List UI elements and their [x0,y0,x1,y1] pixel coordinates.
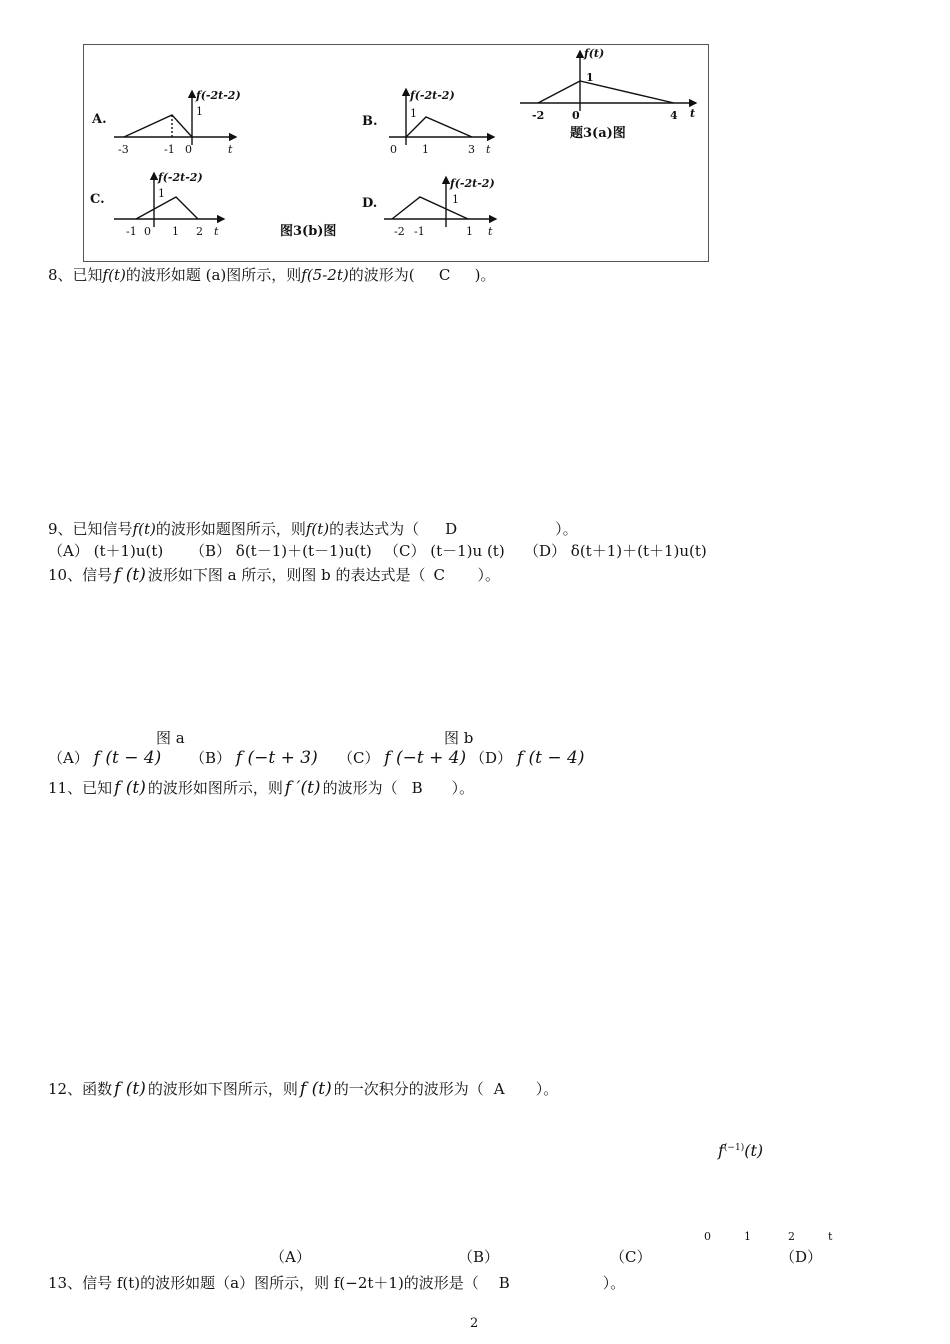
q10-fig-a-label: 图 a [156,729,185,747]
option-b-height: 1 [410,107,417,120]
q10-end: ）。 [477,566,501,584]
option-c-axis-label: t [214,225,219,238]
q11-end: ）。 [451,779,475,797]
q12-mid: 的波形如下图所示，则 [147,1080,298,1098]
q9-option-d: （D） δ(t＋1)＋(t＋1)u(t) [524,542,707,560]
q8-suffix: 的波形为( [348,266,415,284]
page-number: 2 [470,1316,479,1331]
option-a-tick-1: -3 [118,143,129,156]
original-axis-label: t [690,107,696,120]
option-d-tick-1: -2 [394,225,405,238]
q13-answer: B [498,1274,510,1292]
original-tick-1: -2 [532,109,545,122]
q9-option-c: （C） (t－1)u (t) [384,542,505,560]
original-tick-3: 4 [670,109,678,122]
q8-func: f(t) [102,266,126,284]
original-height: 1 [586,71,594,84]
q10-mid: 波形如下图 a 所示，则图 b 的表达式是（ [147,566,426,584]
option-a-letter: A. [92,112,107,127]
option-d-letter: D. [362,196,378,211]
question-figure [83,44,709,262]
q12-tick-2: 2 [788,1230,795,1243]
option-b-tick-2: 1 [422,143,429,156]
option-a-tick-3: 0 [185,143,192,156]
q13-prefix: 13、信号 f(t)的波形如题（a）图所示，则 f(−2t＋1)的波形是（ [48,1274,479,1292]
q12-option-c: （C） [610,1248,652,1266]
q11-func2: f ′(t) [284,778,321,798]
option-b-axis-label: t [486,143,491,156]
question-13 [48,1274,625,1292]
original-plot [520,51,696,111]
question-9 [48,520,578,538]
option-b-tick-3: 3 [468,143,475,156]
q9-func: f(t) [132,520,156,538]
q9-answer: D [445,520,458,538]
question-12 [48,1080,558,1098]
q13-end: ）。 [602,1274,626,1292]
option-b-tick-1: 0 [390,143,397,156]
option-d-tick-3: 1 [466,225,473,238]
q12-integral-sup: (−1) [723,1143,745,1153]
q9-option-a: （A） (t＋1)u(t) [48,542,164,560]
q12-integral-f: f [718,1141,724,1160]
option-c-tick-1: -1 [126,225,137,238]
q12-tick-0: 0 [704,1230,711,1243]
q12-tick-1: 1 [744,1230,751,1243]
q8-prefix: 8、已知 [48,266,103,284]
q11-prefix: 11、已知 [48,779,113,797]
original-func-label: f(t) [584,47,605,60]
q10-func: f (t) [114,565,146,585]
q12-integral-arg: (t) [744,1141,764,1160]
q11-mid: 的波形如图所示，则 [147,779,283,797]
option-d-axis-label: t [488,225,493,238]
q10-option-c-expr: f (−t + 4) [384,748,467,768]
option-b-func-label: f(-2t-2) [410,89,455,102]
q9-mid: 的波形如题图所示，则 [155,520,306,538]
q8-mid: 的波形如题 (a)图所示，则 [125,266,302,284]
q10-option-b-label: （B） [190,749,232,767]
question-8 [48,266,495,284]
q12-tick-t: t [828,1230,833,1243]
q10-prefix: 10、信号 [48,566,113,584]
q12-suffix: 的一次积分的波形为（ [333,1080,484,1098]
option-d-tick-2: -1 [414,225,425,238]
q11-answer: B [411,779,423,797]
option-b-letter: B. [362,114,378,129]
option-a-height: 1 [196,105,203,118]
option-c-letter: C. [90,192,105,207]
option-c-tick-3: 1 [172,225,179,238]
q11-suffix: 的波形为（ [322,779,398,797]
q12-end: ）。 [535,1080,559,1098]
q10-option-d-label: （D） [470,749,513,767]
q9-option-b: （B） δ(t－1)＋(t－1)u(t) [190,542,372,560]
q8-end: )。 [474,266,496,284]
q12-func2: f (t) [299,1079,332,1099]
original-caption: 题3(a)图 [570,126,626,141]
q12-func: f (t) [114,1079,146,1099]
q10-option-a-expr: f (t − 4) [93,748,162,768]
option-a-axis-label: t [228,143,233,156]
q12-option-d: （D） [780,1248,823,1266]
q12-option-b: （B） [458,1248,500,1266]
q10-answer: C [433,566,445,584]
q10-option-b [190,749,318,767]
original-tick-2: 0 [572,109,580,122]
q10-option-a [48,749,161,767]
q10-option-d [470,749,584,767]
q12-option-a: （A） [270,1248,311,1266]
q8-answer: C [438,266,451,284]
option-c-func-label: f(-2t-2) [158,171,203,184]
option-c-tick-4: 2 [196,225,203,238]
option-d-height: 1 [452,193,459,206]
q9-suffix: 的表达式为（ [329,520,420,538]
q12-answer: A [493,1080,505,1098]
q10-fig-b-label: 图 b [444,729,474,747]
q9-end: ）。 [555,520,578,538]
figure-caption-b: 图3(b)图 [280,224,337,239]
q10-option-d-expr: f (t − 4) [516,748,585,768]
q9-func2: f(t) [305,520,330,538]
option-a-func-label: f(-2t-2) [196,89,241,102]
option-d-func-label: f(-2t-2) [450,177,495,190]
q10-option-c [338,749,466,767]
q10-option-c-label: （C） [338,749,380,767]
q8-func2: f(5-2t) [301,266,349,284]
option-c-tick-2: 0 [144,225,151,238]
question-11 [48,779,474,797]
q12-prefix: 12、函数 [48,1080,113,1098]
q9-prefix: 9、已知信号 [48,520,133,538]
q10-option-b-expr: f (−t + 3) [235,748,318,768]
q12-integral-label [718,1139,763,1160]
q10-option-a-label: （A） [48,749,89,767]
option-a-tick-2: -1 [164,143,175,156]
option-c-height: 1 [158,187,165,200]
q11-func: f (t) [114,778,146,798]
question-10 [48,566,500,584]
